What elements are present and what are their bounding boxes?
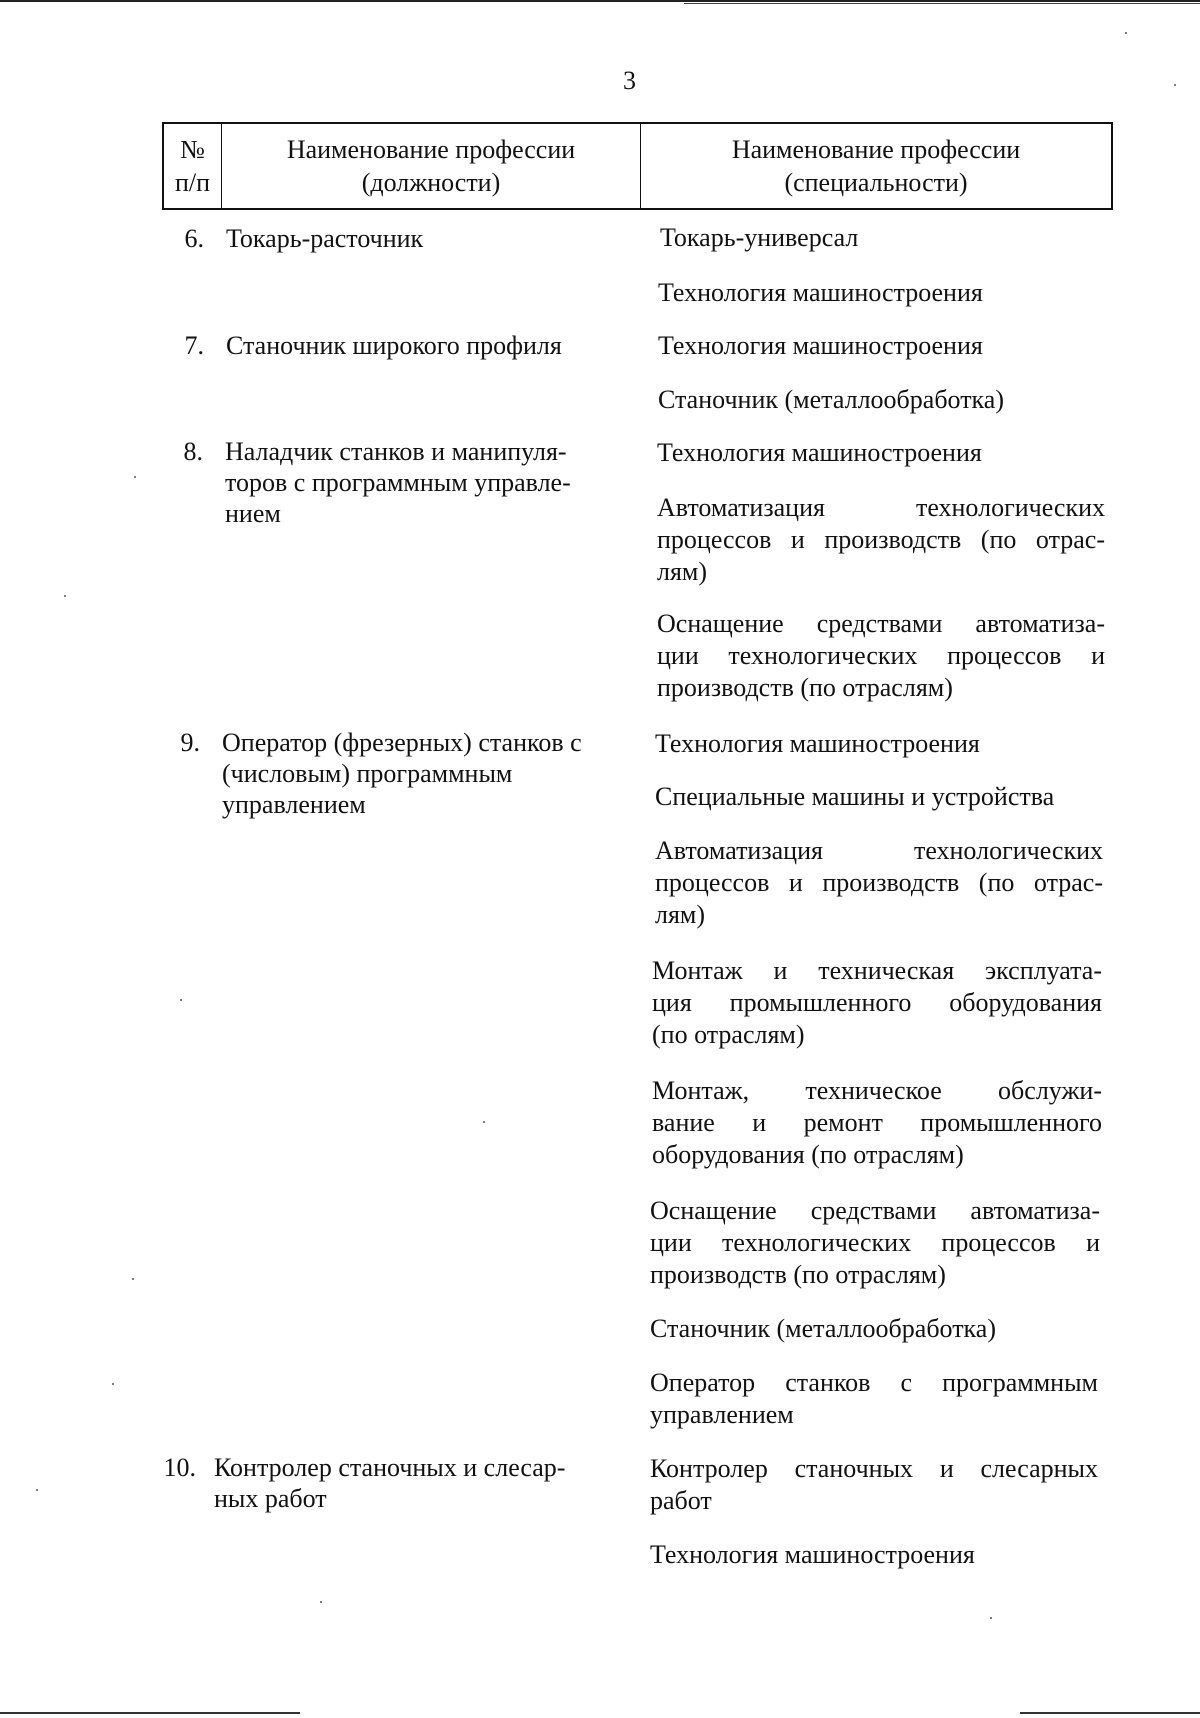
specialty-line: Оператор станков с программным [650, 1368, 1098, 1397]
row-specialty [657, 608, 1105, 704]
scan-speck [483, 1121, 485, 1123]
specialty-line: управлением [650, 1400, 794, 1429]
row-number: 9. [180, 728, 200, 757]
top-border-line [0, 0, 1200, 2]
scan-speck [1174, 84, 1176, 86]
row-specialty: Технология машиностроения [655, 729, 980, 758]
table-header [162, 122, 1113, 210]
scan-speck [132, 1278, 134, 1280]
specialty-line: лям) [655, 900, 706, 929]
row-number: 10. [163, 1453, 196, 1482]
specialty-line: процессов и производств (по отрас- [657, 525, 1105, 554]
row-specialty [655, 835, 1103, 931]
scan-speck [180, 999, 182, 1001]
page-number: 3 [623, 66, 636, 95]
row-specialty: Токарь-универсал [660, 223, 859, 252]
header-specialty-label: Наименование профессии (специальности) [731, 135, 1021, 197]
row-specialty [657, 492, 1105, 588]
row-position: Станочник широкого профиля [226, 331, 562, 360]
row-specialty: Технология машиностроения [658, 331, 983, 360]
specialty-line: ции технологических процессов и [657, 641, 1105, 670]
specialty-line: Автоматизация технологических [657, 493, 1105, 522]
specialty-line: Оснащение средствами автоматиза- [650, 1196, 1100, 1225]
specialty-line: ция промышленного оборудования [652, 988, 1102, 1017]
specialty-line: лям) [657, 557, 708, 586]
row-specialty: Станочник (металлообработка) [658, 385, 1004, 414]
row-specialty [650, 1453, 1098, 1517]
scan-speck [320, 1601, 322, 1603]
scan-speck [64, 595, 66, 597]
specialty-line: Автоматизация технологических [655, 836, 1103, 865]
scan-speck [112, 1383, 114, 1385]
bottom-border-line [0, 1712, 300, 1714]
row-specialty: Технология машиностроения [658, 278, 983, 307]
scan-speck [990, 1617, 992, 1619]
header-number-column [164, 124, 222, 208]
row-specialty [652, 1075, 1102, 1171]
scan-speck [134, 476, 136, 478]
specialty-line: Монтаж и техническая эксплуата- [652, 956, 1102, 985]
specialty-line: Монтаж, техническое обслужи- [652, 1076, 1102, 1105]
row-number: 8. [183, 437, 203, 466]
header-position-column [222, 124, 641, 208]
specialty-line: производств (по отраслям) [650, 1260, 946, 1289]
row-specialty [650, 1195, 1100, 1291]
scan-speck [36, 1489, 38, 1491]
header-number-label: № п/п [174, 135, 211, 197]
specialty-line: процессов и производств (по отрас- [655, 868, 1103, 897]
scan-speck [1125, 32, 1127, 34]
header-position-label: Наименование профессии (должности) [286, 135, 576, 197]
specialty-line: производств (по отраслям) [657, 673, 953, 702]
specialty-line: вание и ремонт промышленного [652, 1108, 1102, 1137]
row-specialty: Технология машиностроения [657, 438, 982, 467]
top-border-line-2 [684, 3, 1200, 4]
specialty-line: Контролер станочных и слесарных [650, 1454, 1098, 1483]
row-position: Наладчик станков и манипуля- торов с программным управле- нием [225, 437, 571, 528]
specialty-line: (по отраслям) [652, 1020, 805, 1049]
row-position: Контролер станочных и слесар- ных работ [214, 1453, 566, 1513]
specialty-line: работ [650, 1486, 712, 1515]
row-position: Токарь-расточник [226, 224, 424, 253]
header-specialty-column [641, 124, 1111, 208]
row-specialty: Технология машиностроения [650, 1540, 975, 1569]
row-number: 7. [184, 331, 204, 360]
row-specialty: Станочник (металлообработка) [650, 1314, 996, 1343]
row-specialty: Специальные машины и устройства [655, 782, 1055, 811]
row-specialty [650, 1367, 1098, 1431]
specialty-line: оборудования (по отраслям) [652, 1140, 964, 1169]
row-position: Оператор (фрезерных) станков с (числовым) программным управлением [222, 728, 582, 819]
bottom-border-line-2 [1020, 1712, 1200, 1714]
specialty-line: ции технологических процессов и [650, 1228, 1100, 1257]
row-specialty [652, 955, 1102, 1051]
specialty-line: Оснащение средствами автоматиза- [657, 609, 1105, 638]
row-number: 6. [184, 224, 204, 253]
